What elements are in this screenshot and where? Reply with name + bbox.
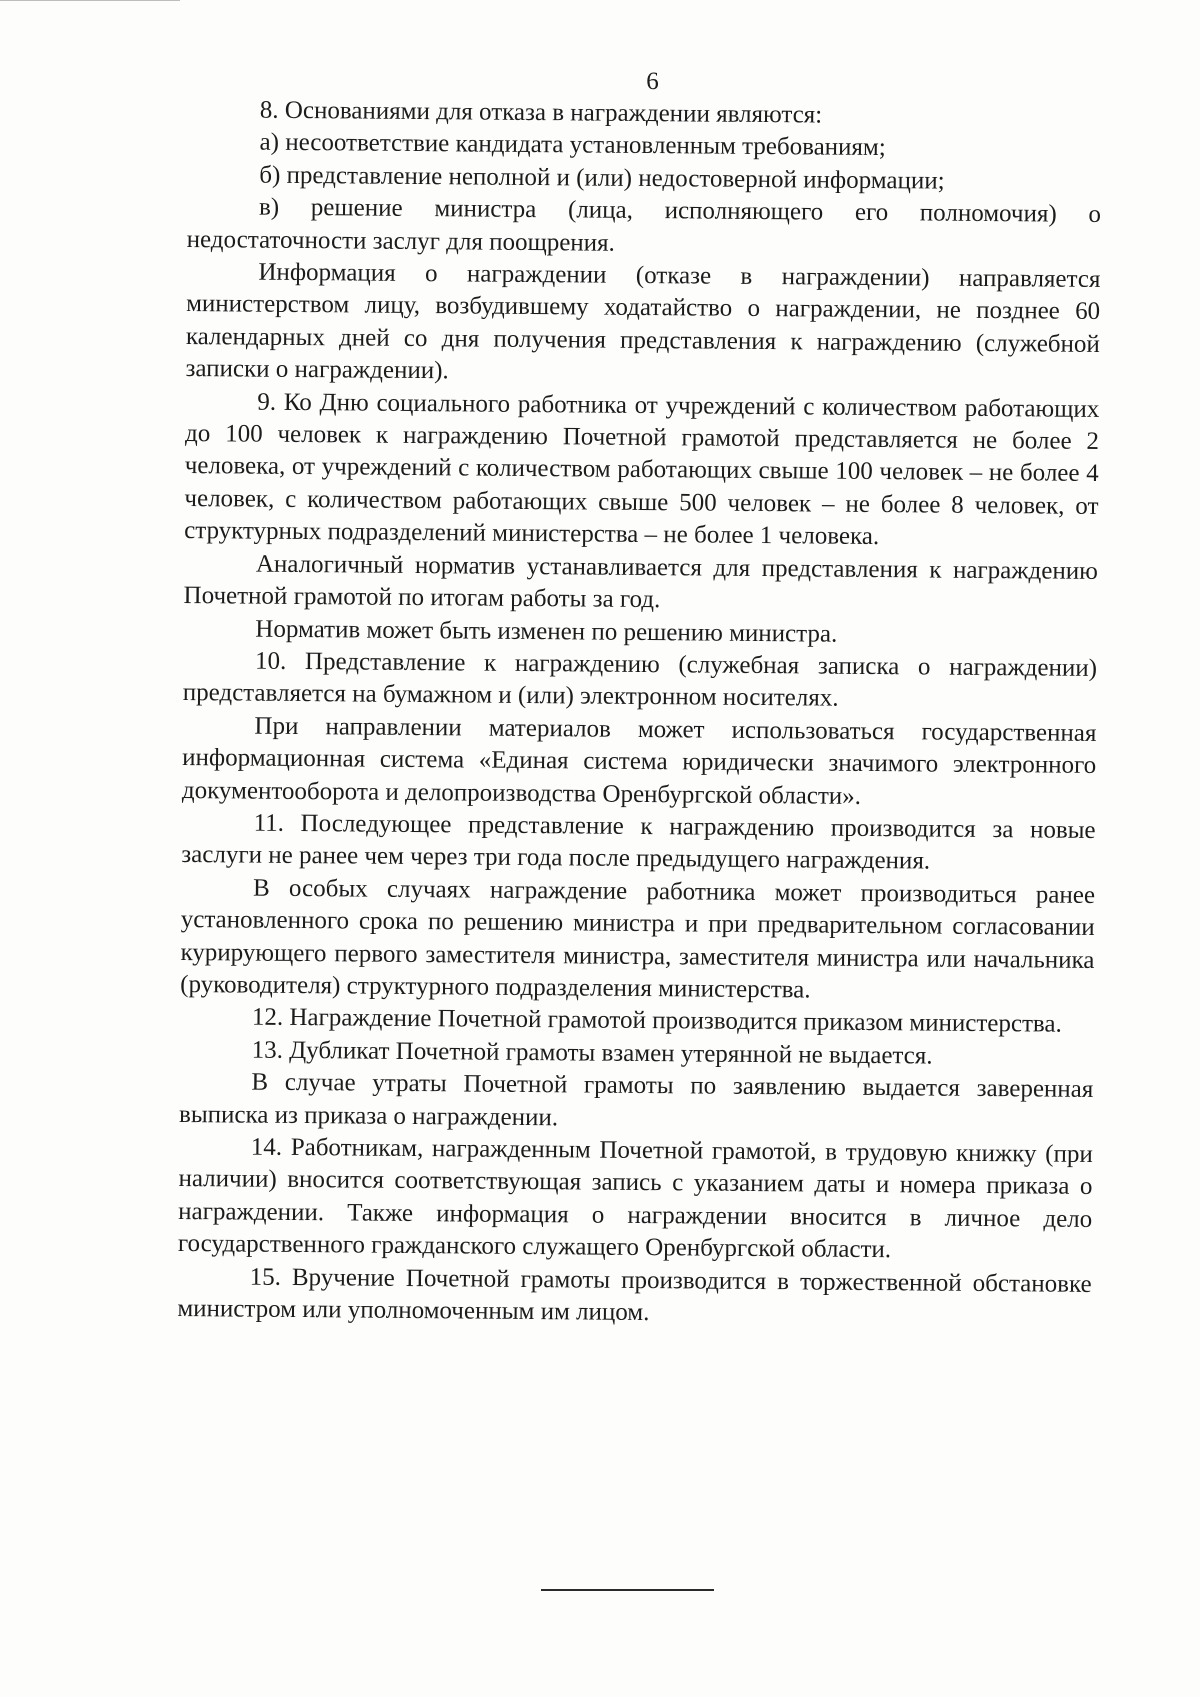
paragraph-11: 11. Последующее представление к награждению производится за новые заслуги не ранее чем через три года после предыдущего награждения. <box>181 809 1096 875</box>
scan-edge-mark <box>0 0 180 1</box>
paragraph-9-analog: Аналогичный норматив устанавливается для представления к награждению Почетной грамотой по итогам работы за год. <box>183 550 1098 614</box>
document-body <box>177 94 1102 1333</box>
paragraph-13: 13. Дубликат Почетной грамоты взамен утерянной не выдается. <box>251 1036 933 1070</box>
paragraph-13-loss: В случае утраты Почетной грамоты по заявлению выдается заверенная выписка из приказа о награждении. <box>178 1068 1094 1131</box>
paragraph-9-norm: Норматив может быть изменен по решению министра. <box>255 615 838 648</box>
paragraph-12: 12. Награждение Почетной грамотой производится приказом министерства. <box>251 1003 1062 1039</box>
paragraph-11-special: В особых случаях награждение работника может производиться ранее установленного срока по решению министра и при предварительном согласовании курирующего первого заместителя министра, заместителя министра или начальника (руководителя) структурного подразделения министерства. <box>180 874 1096 1004</box>
paragraph-10-system: При направлении материалов может использоваться государственная информационная система «Единая система юридически значимого электронного документооборота и делопроизводства Оренбургской области». <box>181 712 1097 810</box>
paragraph-8: 8. Основаниями для отказа в награждении являются: <box>259 96 823 129</box>
closing-divider-line <box>541 1589 714 1591</box>
paragraph-8-info: Информация о награждении (отказе в награждении) направляется министерством лицу, возбудившему ходатайство о награждении, не позднее 60 календарных дней со дня получения представления к награждению (служебной записки о награждении). <box>185 258 1101 385</box>
paragraph-15: 15. Вручение Почетной грамоты производится в торжественной обстановке министром или уполномоченным им лицом. <box>177 1263 1092 1327</box>
paragraph-8a: а) несоответствие кандидата установленным требованиям; <box>259 129 886 162</box>
page-number: 6 <box>646 68 659 95</box>
paragraph-8c: в) решение министра (лица, исполняющего его полномочия) о недостаточности заслуг для поощрения. <box>186 193 1102 257</box>
paragraph-14: 14. Работникам, награжденным Почетной грамотой, в трудовую книжку (при наличии) вносится соответствующая запись с указанием даты и номера приказа о награждении. Также информация о награждении вносится в личное дело государственного гражданского служащего Оренбургской области. <box>177 1133 1093 1264</box>
paragraph-9: 9. Ко Дню социального работника от учреждений с количеством работающих до 100 человек к награждению Почетной грамотой представляется не более 2 человека, от учреждений с количеством работающих свыше 100 человек – не более 4 человек, с количеством работающих свыше 500 человек – не более 8 человек, от структурных подразделений министерства – не более 1 человека. <box>184 388 1100 551</box>
paragraph-10: 10. Представление к награждению (служебная записка о награждении) представляется на бумажном и (или) электронном носителях. <box>182 647 1098 713</box>
paragraph-8b: б) представление неполной и (или) недостоверной информации; <box>259 161 945 195</box>
